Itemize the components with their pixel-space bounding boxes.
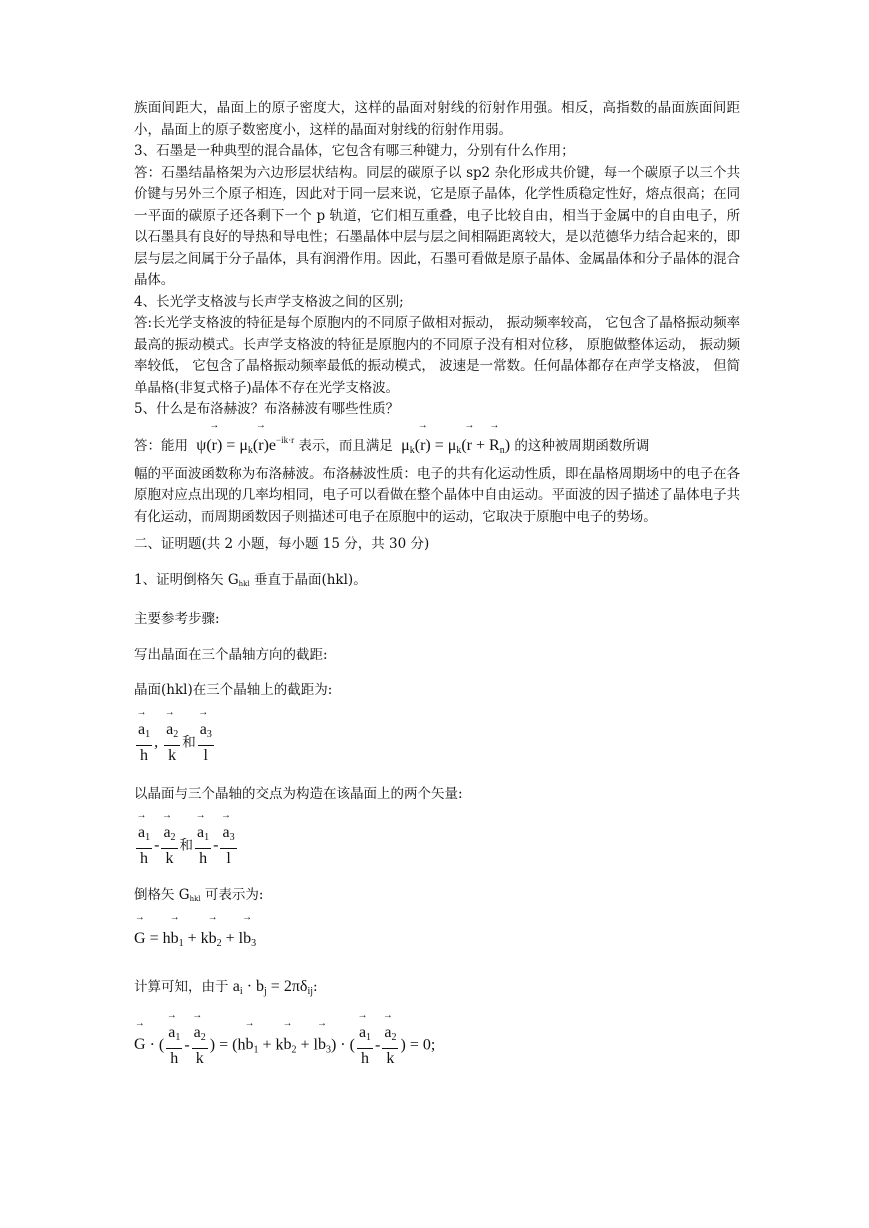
dot-product-equation: → G · ( → $\frac{a_1}{h}$ - → $\frac{a_2}{k}$ ) = $(h\to b_1 + k\to b_2 + l\to b_3)$ · ( → $\frac{a_1}{h}$ - → $\frac{a_2}{k}$ ) = 0; [134,1023,740,1069]
section-2-title: 二、证明题(共 2 小题，每小题 15 分，共 30 分) [134,536,430,552]
reciprocal-subscript: hkl [189,895,201,903]
main-steps-label: 主要参考步骤: [134,611,220,627]
answer-5-rest: 幅的平面波函数称为布洛赫波。布洛赫波性质：电子的共有化运动性质，即在晶格周期场中的电子在各原胞对应点出现的几率均相同，电子可以看做在整个晶体中自由运动。平面波的因子描述了晶体电子共有化运动，而周期函数因子则描述可电子在原胞中的运动，它取决于原胞中电子的势场。 [134,465,740,525]
intercepts-equation: → $\frac{a_1}{h}$ , → $\frac{a_2}{k}$ 和 → $\frac{a_3}{l}$ [134,720,740,766]
paragraph-intro: 族面间距大，晶面上的原子密度大，这样的晶面对射线的衍射作用强。相反，高指数的晶面族面间距小，晶面上的原子数密度小，这样的晶面对射线的衍射作用弱。 [134,100,740,138]
and-word-2: 和 [179,837,194,853]
calculation-line [134,974,740,1005]
and-word-1: 和 [182,734,196,750]
periodic-function-formula: $\mu_k(\to r) = \mu_k(\to r$ + → $R_n$) [397,437,510,454]
answer-5-prefix: 答：能用 [134,437,188,454]
calc-suffix: : [313,978,318,995]
intercept-title: 写出晶面在三个晶轴方向的截距: [134,646,328,663]
reciprocal-vector-equation: → $G = h\to b_1 + k\to b_2 + l\to b_3$ [134,925,740,958]
answer-5-middle: 表示，而且满足 [298,437,393,454]
answer-3: 答：石墨结晶格架为六边形层状结构。同层的碳原子以 sp2 杂化形成共价键，每一个碳原子以三个共价键与另外三个原子相连，因此对于同一层来说，它是原子晶体，化学性质稳定性好，熔点很高；在同一平面的碳原子还各剩下一个 p 轨道，它们相互重叠，电子比较自由，相当于金属中的自由电子，所以石墨具有良好的导热和导电性；石墨晶体中层与层之间相隔距离较大，是以范德华力结合起来的，即层与层之间属于分子晶体，具有润滑作用。因此，石墨可看做是原子晶体、金属晶体和分子晶体的混合晶体。 [134,164,740,288]
question-3: 3、石墨是一种典型的混合晶体，它包含有哪三种键力，分别有什么作用； [134,143,575,159]
proof-1-subscript: hkl [238,579,250,588]
reciprocal-prefix: 倒格矢 G [134,887,190,903]
answer-4: 答:长光学支格波的特征是每个原胞内的不同原子做相对振动， 振动频率较高， 它包含了晶格振动频率最高的振动模式。长声学支格波的特征是原胞内的不同原子没有相对位移， 原胞做整体运动， 振动频率较低， 它包含了晶格振动频率最低的振动模式， 波速是一常数。任何晶体都存在声学支格波， 但简单晶格(非复式格子)晶体不存在光学支格波。 [134,315,740,396]
orthogonality-relation: $a_i \cdot b_j = 2\pi\delta_{ij}$ [232,977,313,997]
vectors-description: 以晶面与三个晶轴的交点为构造在该晶面上的两个矢量: [134,785,463,802]
question-4: 4、长光学支格波与长声学支格波之间的区别; [134,293,404,310]
proof-1-suffix: 垂直于晶面(hkl)。 [249,571,367,588]
proof-1-prefix: 1、证明倒格矢 G [134,571,239,588]
reciprocal-suffix: 可表示为: [200,887,264,903]
in-plane-vectors-equation: → $\frac{a_1}{h}$ - → $\frac{a_2}{k}$ 和 → $\frac{a_1}{h}$ - → $\frac{a_3}{l}$ [134,823,740,869]
document-page [134,98,740,1069]
question-5: 5、什么是布洛赫波？布洛赫波有哪些性质？ [134,401,400,417]
proof-1-statement [134,570,740,596]
bloch-wave-formula: $\psi(\to r) = \mu_k(\to r)e^{-ik\cdot r}$ [192,437,294,454]
intercept-description: 晶面(hkl)在三个晶轴上的截距为: [134,682,333,698]
calc-prefix: 计算可知，由于 [134,978,229,995]
answer-5-suffix: 的这种被周期函数所调 [514,437,650,454]
answer-5-first-line [134,427,740,464]
reciprocal-vector-description [134,885,740,911]
